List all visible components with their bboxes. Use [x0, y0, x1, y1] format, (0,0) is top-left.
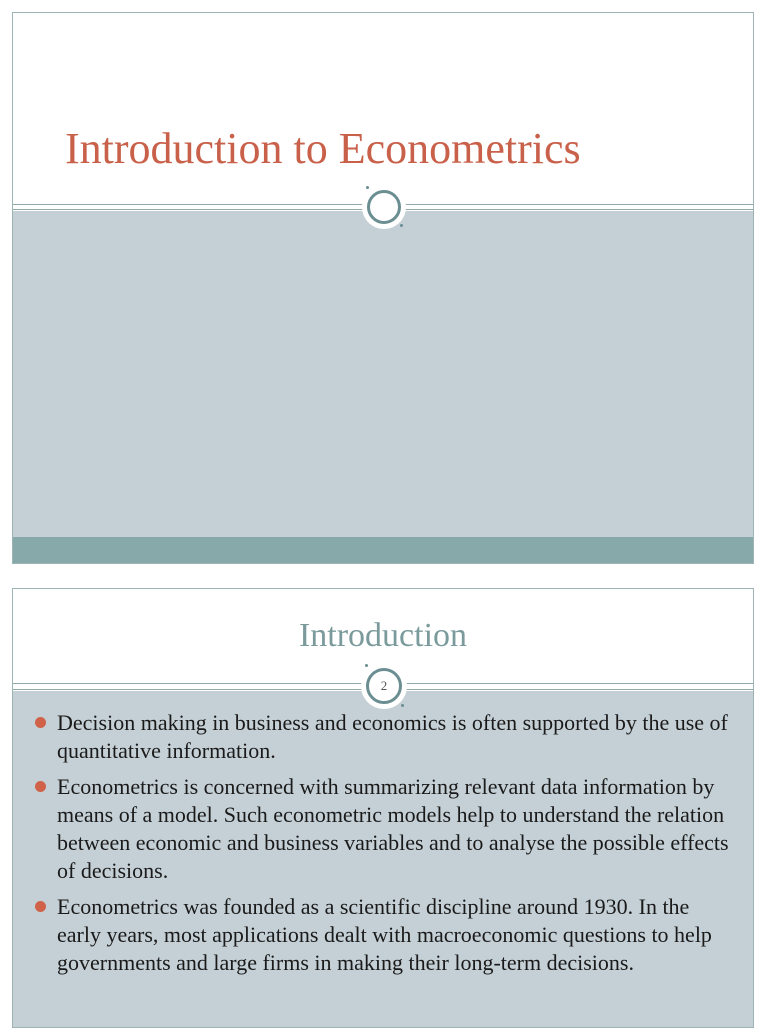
bullet-text: Econometrics was founded as a scientific discipline around 1930. In the early years, most applications dealt with macroeconomic questions to help governments and large firms in making their long-term decisions. — [57, 894, 712, 975]
bullet-text: Decision making in business and economics is often supported by the use of quantitative information. — [57, 710, 728, 763]
bullet-item — [35, 709, 735, 765]
bullet-item — [35, 773, 735, 885]
bullet-list — [35, 709, 735, 985]
bullet-dot-icon — [35, 717, 46, 728]
ring-icon — [367, 190, 401, 224]
bullet-text: Econometrics is concerned with summarizing relevant data information by means of a model. Such econometric models help to understand the relation between economic and business variables and to analyse the possible effects of decisions. — [57, 774, 729, 883]
slide-1 — [12, 12, 754, 564]
bullet-dot-icon — [35, 901, 46, 912]
circle-ornament-icon — [361, 663, 407, 709]
dot-icon — [401, 704, 404, 707]
bullet-dot-icon — [35, 781, 46, 792]
dot-icon — [400, 224, 403, 227]
slide-number: 2 — [366, 668, 402, 704]
bullet-item — [35, 893, 735, 977]
content-panel — [13, 211, 753, 537]
slide-title: Introduction to Econometrics — [65, 124, 581, 173]
circle-ornament-icon — [362, 185, 406, 229]
dot-icon — [366, 186, 369, 189]
slide-2 — [12, 588, 754, 1028]
footer-band — [13, 537, 753, 564]
dot-icon — [365, 664, 368, 667]
slide-title: Introduction — [298, 617, 468, 654]
